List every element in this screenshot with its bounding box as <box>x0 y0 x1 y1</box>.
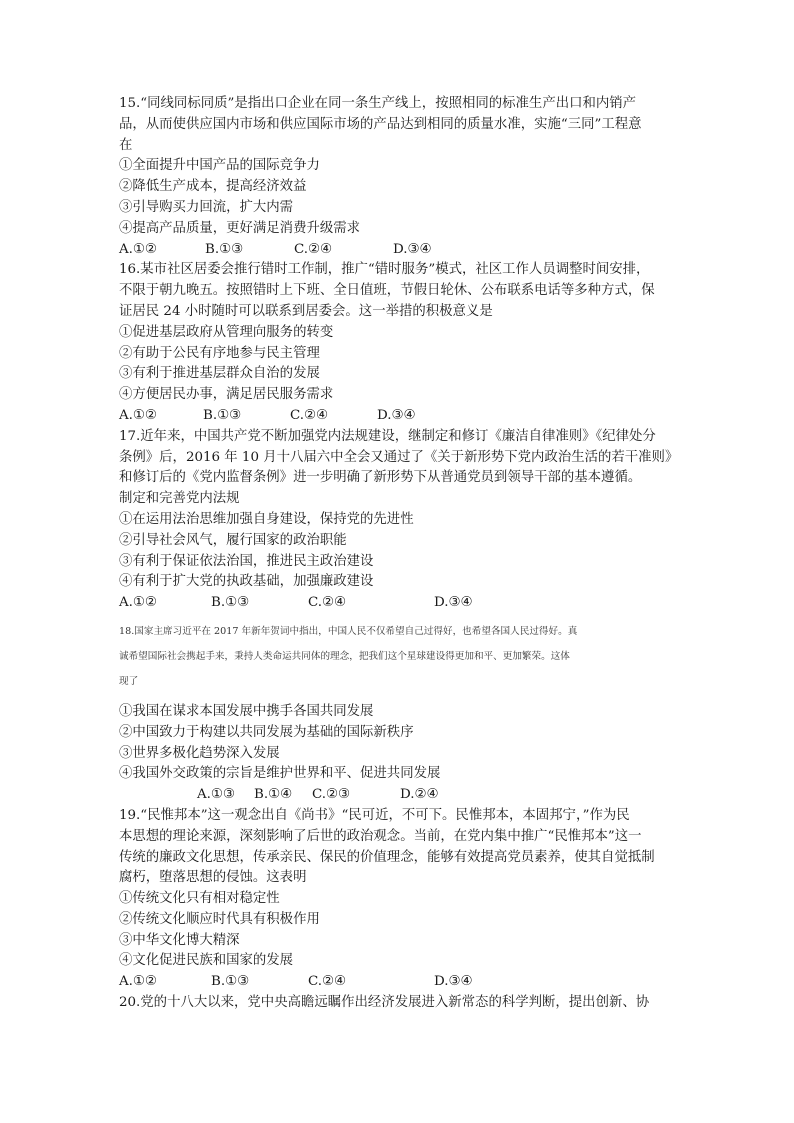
question-stem-line: 不限于朝九晚五。按照错时上下班、全日值班，节假日轮休、公布联系电话等多种方式，保 <box>119 283 655 299</box>
statement-item: ②降低生产成本，提高经济效益 <box>119 179 307 195</box>
question-stem-line: 20.党的十八大以来，党中央高瞻远瞩作出经济发展进入新常态的科学判断，提出创新、协 <box>119 995 650 1011</box>
answer-options <box>119 406 679 427</box>
question-20 <box>119 993 679 1014</box>
option-d: D.③④ <box>377 407 416 423</box>
question-stem-line: 制定和完善党内法规 <box>119 491 240 507</box>
question-16 <box>119 260 679 426</box>
statement-item: ①我国在谋求本国发展中携手各国共同发展 <box>119 703 374 719</box>
statement-item: ④文化促进民族和国家的发展 <box>119 953 294 969</box>
question-stem-line: 品，从而使供应国内市场和供应国际市场的产品达到相同的质量水准，实施“三同”工程意 <box>119 116 642 132</box>
option-c: C.②④ <box>308 974 347 990</box>
option-d: D.③④ <box>434 595 473 611</box>
option-d: D.③④ <box>393 241 432 257</box>
option-b: B.①③ <box>203 407 242 423</box>
question-15 <box>119 94 679 260</box>
statement-item: ②引导社会风气，履行国家的政治职能 <box>119 532 347 548</box>
option-c: C.②④ <box>290 407 329 423</box>
question-17 <box>119 427 679 614</box>
statement-item: ④方便居民办事，满足居民服务需求 <box>119 387 334 403</box>
option-a: A.①② <box>119 974 157 990</box>
option-d: D.③④ <box>434 974 473 990</box>
question-stem-line: 诚希望国际社会携起手来，秉持人类命运共同体的理念，把我们这个星球建设得更加和平、更加繁荣。这体 <box>119 650 570 662</box>
question-stem-line: 传统的廉政文化思想，传承亲民、保民的价值理念，能够有效提高党员素养，使其自觉抵制 <box>119 849 655 865</box>
statement-item: ①全面提升中国产品的国际竞争力 <box>119 158 320 174</box>
option-a: A.①② <box>119 241 157 257</box>
option-d: D.②④ <box>400 787 439 803</box>
option-c: C.②③ <box>312 787 351 803</box>
question-stem-line: 15.“同线同标同质”是指出口企业在同一条生产线上，按照相同的标准生产出口和内销产 <box>119 96 637 111</box>
statement-item: ④提高产品质量，更好满足消费升级需求 <box>119 220 361 236</box>
option-c: C.②④ <box>308 595 347 611</box>
option-b: B.①③ <box>211 595 250 611</box>
option-a: A.①② <box>119 595 157 611</box>
statement-item: ①传统文化只有相对稳定性 <box>119 891 280 907</box>
question-18 <box>119 619 679 806</box>
question-stem-line: 16.某市社区居委会推行错时工作制，推广“错时服务”模式，社区工作人员调整时间安排， <box>119 262 650 278</box>
statement-item: ③有利于保证依法治国，推进民主政治建设 <box>119 553 374 569</box>
question-stem-line: 17.近年来，中国共产党不断加强党内法规建设，继制定和修订《廉洁自律准则》《纪律处分 <box>119 428 656 444</box>
option-a: A.①② <box>119 407 157 423</box>
question-stem-line: 在 <box>119 137 133 153</box>
statement-item: ②传统文化顺应时代具有积极作用 <box>119 911 320 927</box>
question-stem-line: 腐朽，堕落思想的侵蚀。这表明 <box>119 870 307 886</box>
question-stem-line: 18.国家主席习近平在 2017 年新年贺词中指出，中国人民不仅希望自己过得好，也希望各国人民过得好。真 <box>119 625 578 637</box>
question-stem-line: 条例》后，2016 年 10 月十八届六中全会又通过了《关于新形势下党内政治生活的若干准则》 <box>119 449 679 465</box>
option-b: B.①③ <box>211 974 250 990</box>
answer-options <box>119 785 679 806</box>
answer-options <box>119 972 679 993</box>
question-stem-line: 19.“民惟邦本”这一观念出自《尚书》“民可近，不可下。民惟邦本，本固邦宁，”作为民 <box>119 807 630 823</box>
option-b: B.①④ <box>254 787 293 803</box>
exam-page <box>119 94 679 1014</box>
statement-item: ①在运用法治思维加强自身建设，保持党的先进性 <box>119 511 414 527</box>
statement-item: ②有助于公民有序地参与民主管理 <box>119 345 320 361</box>
question-19 <box>119 806 679 993</box>
statement-item: ③中华文化博大精深 <box>119 932 240 948</box>
answer-options <box>119 240 679 261</box>
statement-item: ①促进基层政府从管理向服务的转变 <box>119 324 334 340</box>
question-stem-line: 和修订后的《党内监督条例》进一步明确了新形势下从普通党员到领导干部的基本遵循。 <box>119 470 642 486</box>
option-c: C.②④ <box>294 241 333 257</box>
question-stem-line: 证居民 24 小时随时可以联系到居委会。这一举措的积极意义是 <box>119 303 493 319</box>
question-stem-line: 现了 <box>119 675 139 687</box>
option-b: B.①③ <box>205 241 244 257</box>
statement-item: ④我国外交政策的宗旨是维护世界和平、促进共同发展 <box>119 766 441 782</box>
option-a: A.①③ <box>197 787 235 803</box>
statement-item: ③引导购买力回流，扩大内需 <box>119 199 294 215</box>
statement-item: ②中国致力于构建以共同发展为基础的国际新秩序 <box>119 724 414 740</box>
statement-item: ③有利于推进基层群众自治的发展 <box>119 366 320 382</box>
statement-item: ④有利于扩大党的执政基础，加强廉政建设 <box>119 574 374 590</box>
answer-options <box>119 593 679 614</box>
statement-item: ③世界多极化趋势深入发展 <box>119 745 280 761</box>
question-stem-line: 本思想的理论来源，深刻影响了后世的政治观念。当前，在党内集中推广“民惟邦本”这一 <box>119 828 642 844</box>
